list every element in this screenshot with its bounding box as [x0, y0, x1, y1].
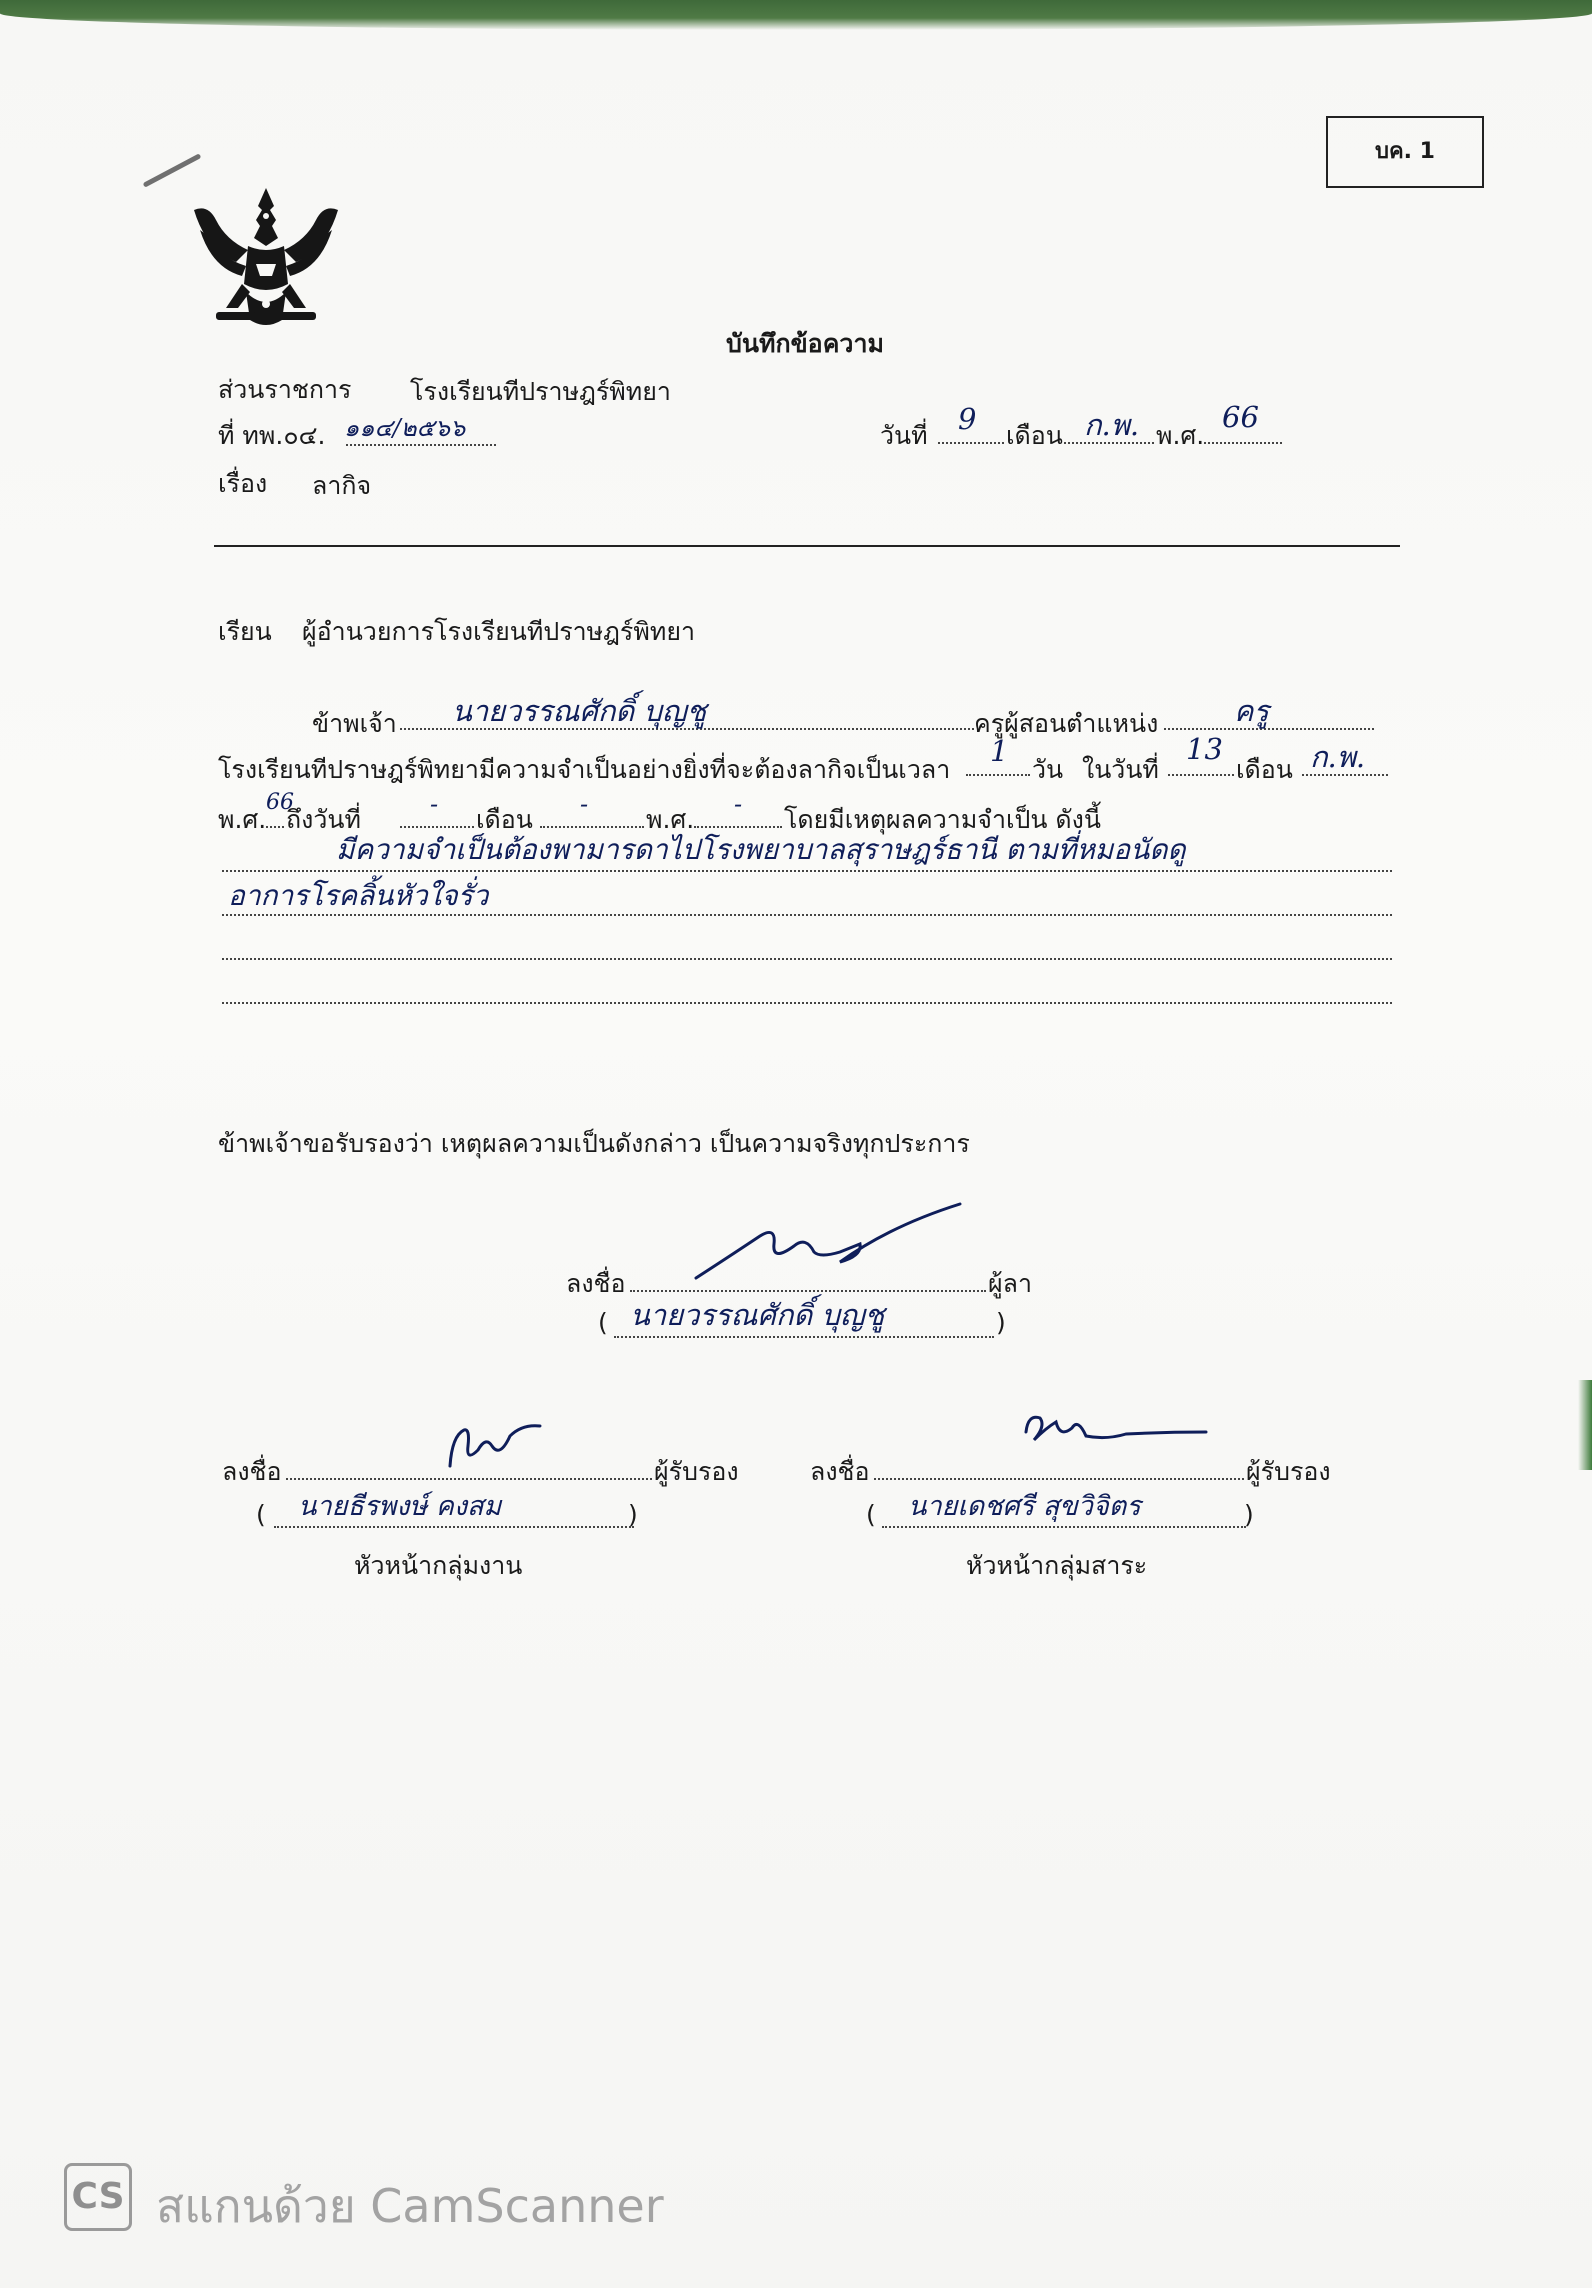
- on-day-label: ในวันที่: [1082, 755, 1159, 784]
- position-value: ครู: [1234, 694, 1269, 728]
- date-day-dotted-line: [938, 442, 1004, 444]
- certifier-left-role-label: ผู้รับรอง: [654, 1457, 739, 1486]
- certifier-left-sign-label: ลงชื่อ: [222, 1457, 282, 1486]
- certifier-right-role-label: ผู้รับรอง: [1246, 1457, 1331, 1486]
- camscanner-logo-icon: CS: [64, 2163, 132, 2231]
- form-code-box: บค. 1: [1326, 116, 1484, 188]
- to-month-label: เดือน: [476, 805, 533, 834]
- to-day-label: ถึงวันที่: [286, 805, 361, 834]
- applicant-signature-image: [690, 1196, 970, 1286]
- certifier-right-printed-name: นายเดชศรี สุขวิจิตร: [908, 1491, 1141, 1522]
- from-day-value: 13: [1186, 732, 1223, 766]
- ref-label: ที่ ทพ.๐๔.: [218, 421, 326, 450]
- to-month-value: -: [580, 790, 589, 818]
- subject-value: ลากิจ: [312, 471, 372, 500]
- from-day-dotted-line: [1168, 774, 1234, 776]
- i-label: ข้าพเจ้า: [312, 709, 397, 738]
- to-year-value: -: [734, 790, 743, 818]
- ref-value: ๑๑๔/๒๕๖๖: [344, 414, 466, 442]
- certifier-left-paren-open: (: [256, 1500, 266, 1529]
- date-month-label: เดือน: [1006, 421, 1063, 450]
- applicant-sign-label: ลงชื่อ: [566, 1269, 626, 1298]
- date-year-dotted-line: [1204, 442, 1282, 444]
- garuda-emblem-icon: [186, 180, 346, 332]
- date-year-value: 66: [1222, 400, 1259, 434]
- from-year-dotted-line: [266, 826, 284, 828]
- certifier-right-paren-open: (: [866, 1500, 876, 1529]
- subject-label: เรื่อง: [218, 469, 268, 498]
- header-divider: [214, 545, 1400, 547]
- scanner-background-edge-right: [1578, 1380, 1592, 1470]
- applicant-role-label: ผู้ลา: [988, 1269, 1033, 1298]
- applicant-printed-name: นายวรรณศักดิ์ บุญชู: [630, 1298, 885, 1332]
- to-value: ผู้อำนวยการโรงเรียนทีปราษฎร์พิทยา: [302, 617, 696, 646]
- certifier-left-title: หัวหน้ากลุ่มงาน: [354, 1551, 523, 1580]
- applicant-paren-close: ): [996, 1308, 1006, 1337]
- date-label: วันที่: [880, 421, 928, 450]
- document-heading: บันทึกข้อความ: [726, 329, 884, 358]
- date-day-value: 9: [958, 402, 977, 436]
- reason-line-2: อาการโรคลิ้นหัวใจรั่ว: [228, 879, 489, 912]
- certifier-left-paren-close: ): [628, 1500, 638, 1529]
- leave-statement-text: โรงเรียนทีปราษฎร์พิทยามีความจำเป็นอย่างยิ่งที่จะต้องลากิจเป็นเวลา: [218, 755, 951, 784]
- from-year-label: พ.ศ.: [218, 805, 267, 834]
- applicant-paren-open: (: [598, 1308, 608, 1337]
- reason-dotted-line-3: [222, 958, 1392, 960]
- date-year-label: พ.ศ.: [1156, 421, 1205, 450]
- day-unit-label: วัน: [1032, 755, 1064, 784]
- position-label: ครูผู้สอนตำแหน่ง: [974, 709, 1159, 738]
- to-day-value: -: [430, 790, 439, 818]
- reason-dotted-line-4: [222, 1002, 1392, 1004]
- certifier-right-signature-image: [1016, 1398, 1216, 1468]
- agency-value: โรงเรียนทีปราษฎร์พิทยา: [410, 377, 671, 406]
- certifier-left-sign-dotted-line: [286, 1478, 652, 1480]
- days-dotted-line: [966, 774, 1030, 776]
- certify-statement: ข้าพเจ้าขอรับรองว่า เหตุผลความเป็นดังกล่าว เป็นความจริงทุกประการ: [218, 1129, 970, 1158]
- applicant-name-value: นายวรรณศักดิ์ บุญชู: [452, 694, 707, 728]
- scanner-background-edge: [0, 0, 1592, 30]
- agency-label: ส่วนราชการ: [218, 375, 352, 404]
- certifier-right-sign-dotted-line: [874, 1478, 1244, 1480]
- certifier-left-printed-name: นายธีรพงษ์ คงสม: [298, 1491, 502, 1522]
- certifier-right-sign-label: ลงชื่อ: [810, 1457, 870, 1486]
- reason-line-1: มีความจำเป็นต้องพามารดาไปโรงพยาบาลสุราษฎร์ธานี ตามที่หมอนัดดู: [336, 833, 1186, 866]
- to-year-label: พ.ศ.: [646, 805, 695, 834]
- date-month-value: ก.พ.: [1084, 408, 1140, 442]
- reason-label: โดยมีเหตุผลความจำเป็น ดังนี้: [784, 805, 1101, 834]
- days-value: 1: [990, 734, 1009, 768]
- position-dotted-line: [1164, 728, 1374, 730]
- from-year-value: 66: [266, 790, 294, 815]
- camscanner-watermark-text: สแกนด้วย CamScanner: [156, 2179, 664, 2233]
- from-month-label: เดือน: [1236, 755, 1293, 784]
- from-month-value: ก.พ.: [1310, 740, 1366, 774]
- certifier-right-title: หัวหน้ากลุ่มสาระ: [966, 1551, 1148, 1580]
- to-label: เรียน: [218, 617, 272, 646]
- certifier-right-paren-close: ): [1244, 1500, 1254, 1529]
- certifier-left-signature-image: [430, 1406, 550, 1476]
